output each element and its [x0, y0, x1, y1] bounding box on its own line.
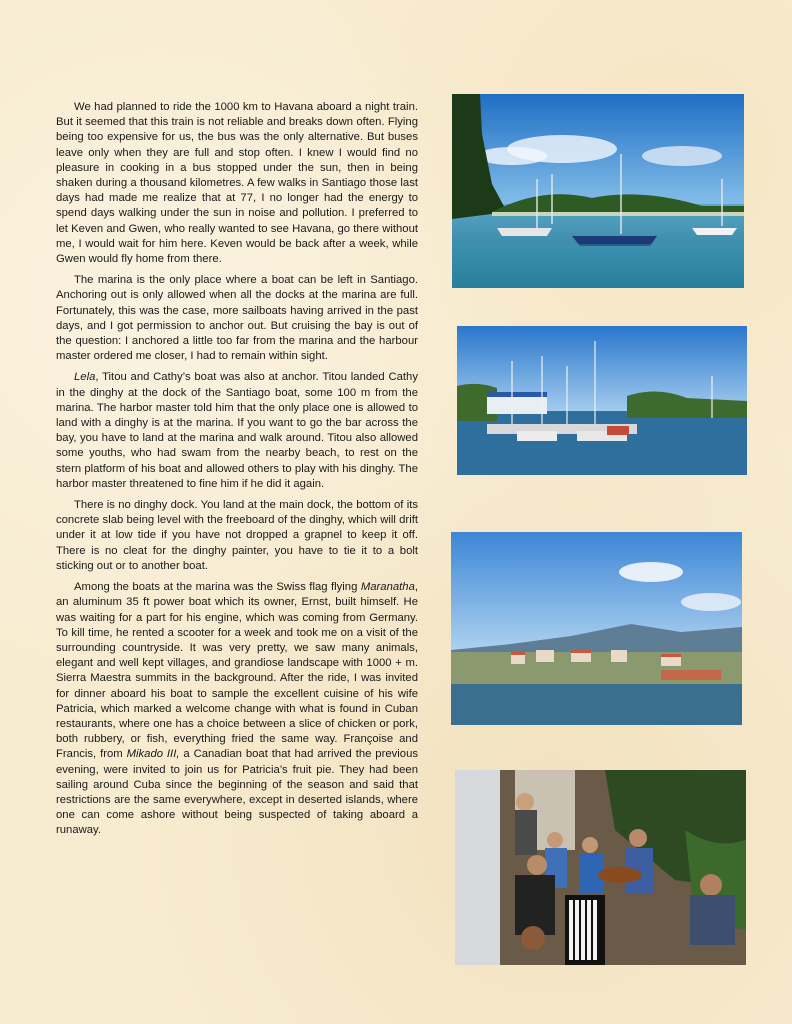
article-paragraph: [56, 370, 418, 492]
article-paragraph: [56, 100, 418, 267]
paragraph-text: Among the boats at the marina was the Swiss flag flying: [74, 581, 361, 594]
photo-santiago-waterfront: [451, 532, 742, 725]
paragraph-text: There is no dinghy dock. You land at the main dock, the bottom of its concrete slab being level with the freeboard of the dinghy, which will drift under it at low tide if you have not dropped a grapnel to keep it off. There is no cleat for the dinghy painter, you have to tie it to a bolt sticking out or to another boat.: [56, 499, 418, 572]
article-text: [56, 100, 418, 845]
paragraph-text: The marina is the only place where a boat can be left in Santiago. Anchoring out is only allowed when all the docks at the marina are full. Fortunately, this was the case, more sailboats having arrived in the past days, and I got permission to anchor out. But cruising the bay is out of the question: I anchored a little too far from the marina and the harbour master ordered me closer, I had to remain within sight.: [56, 274, 418, 363]
photo-marina-docks: [457, 326, 747, 475]
photo-sailboats-anchored: [452, 94, 744, 288]
paragraph-text: , Titou and Cathy’s boat was also at anchor. Titou landed Cathy in the dinghy at the dock of the Santiago boat, some 100 m from the marina. The harbor master told him that the only place one is allowed to land with a dinghy is at the marina. If you want to go the bar across the bay, you have to land at the marina and walk around. Titou also allowed some youths, who had swam from the nearby beach, to rest on the stern platform of his boat and allowed others to play with his dinghy. The harbor master threatened to fine him if he did it again.: [56, 371, 418, 490]
paragraph-text: We had planned to ride the 1000 km to Havana aboard a night train. But it seemed that this train is not reliable and breaks down often. Flying being too expensive for us, the bus was the only alternative. But buses leave only when they are full and stop often. I knew I would find no pleasure in cooking in a bus stopped under the sun, then in being shaken during a thousand kilometres. A few walks in Santiago those last days had made me realize that at 77, I no longer had the energy to spend days walking under the sun in noise and pollution. I preferred to let Keven and Gwen, who really wanted to see Havana, go there without me, I would wait for him here. Keven would be back after a week, while Gwen would fly home from there.: [56, 101, 418, 266]
article-paragraph: [56, 580, 418, 838]
paragraph-text: , an aluminum 35 ft power boat which its owner, Ernst, built himself. He was waiting for a part for his engine, which was coming from Germany. To kill time, he rented a scooter for a week and took me on a visit of the surrounding countryside. It was very pretty, we saw many animals, elegant and well kept villages, and grandiose landscape with 1000 + m. Sierra Maestra summits in the background. After the ride, I was invited for dinner aboard his boat to sample the excellent cuisine of his wife Patricia, which marked a welcome change with what is found in Cuban restaurants, where one has a choice between a slice of chicken or pork, both rubbery, or fish, everything fried the same way. Françoise and Francis, from: [56, 581, 418, 761]
photo-dinner-music-aboard: [455, 770, 746, 965]
boat-name: Lela: [74, 371, 96, 384]
boat-name: Mikado III,: [126, 748, 180, 761]
article-paragraph: [56, 498, 418, 574]
paragraph-text: a Canadian boat that had arrived the previous evening, were invited to join us for Patricia’s fruit pie. They had been sailing around Cuba since the beginning of the season and said that restrictions are the same everywhere, except in deserted islands, where one can come ashore without being suspected of taking aboard a runaway.: [56, 748, 419, 837]
article-paragraph: [56, 273, 418, 364]
boat-name: Maranatha: [360, 581, 415, 594]
